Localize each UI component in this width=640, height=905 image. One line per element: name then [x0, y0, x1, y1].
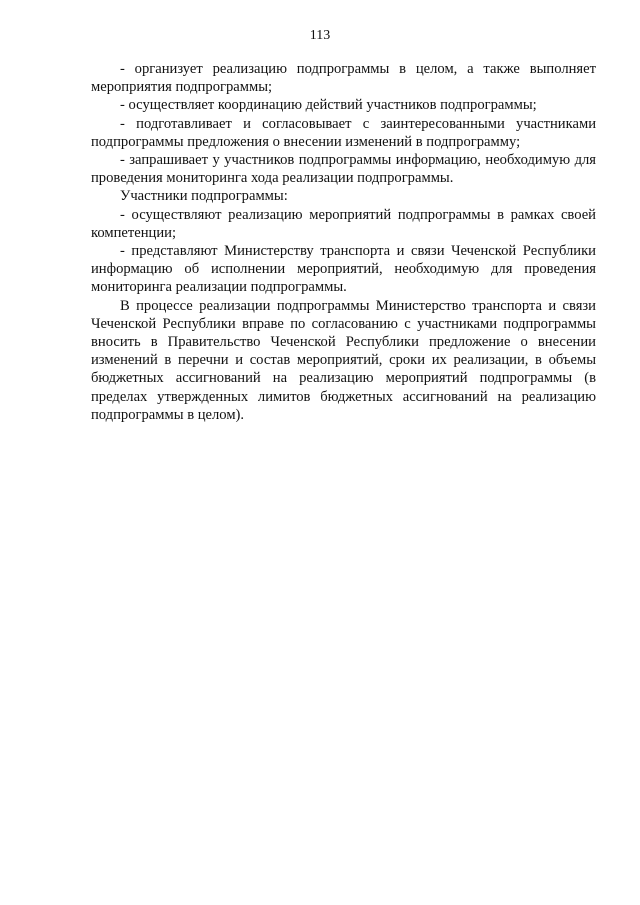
paragraph-participants-implement: - осуществляют реализацию мероприятий подпрограммы в рамках своей компетенции;	[91, 206, 596, 241]
paragraph-coordinator-coordinates: - осуществляет координацию действий участников подпрограммы;	[120, 97, 537, 114]
paragraph-participants-report: - представляют Министерству транспорта и связи Чеченской Республики информацию об исполнении мероприятий, необходимую для проведения мониторинга реализации подпрограммы.	[91, 243, 596, 296]
paragraph-participants-heading: Участники подпрограммы:	[120, 188, 288, 205]
paragraph-coordinator-prepares-proposals: - подготавливает и согласовывает с заинтересованными участниками подпрограммы предложения о внесении изменений в подпрограмму;	[91, 115, 596, 150]
paragraph-ministry-proposals: В процессе реализации подпрограммы Министерство транспорта и связи Чеченской Республики вправе по согласованию с участниками подпрограммы вносить в Правительство Чеченской Республики предложение о внесении изменений в перечни и состав мероприятий, сроки их реализации, в объемы бюджетных ассигнований на реализацию мероприятий подпрограммы (в пределах утвержденных лимитов бюджетных ассигнований на реализацию подпрограммы в целом).	[91, 297, 596, 423]
paragraph-coordinator-requests-info: - запрашивает у участников подпрограммы информацию, необходимую для проведения мониторинга хода реализации подпрограммы.	[91, 152, 596, 187]
page-number: 113	[309, 28, 331, 43]
document-body	[91, 60, 596, 424]
paragraph-coordinator-organizes: - организует реализацию подпрограммы в целом, а также выполняет мероприятия подпрограммы;	[91, 61, 596, 96]
